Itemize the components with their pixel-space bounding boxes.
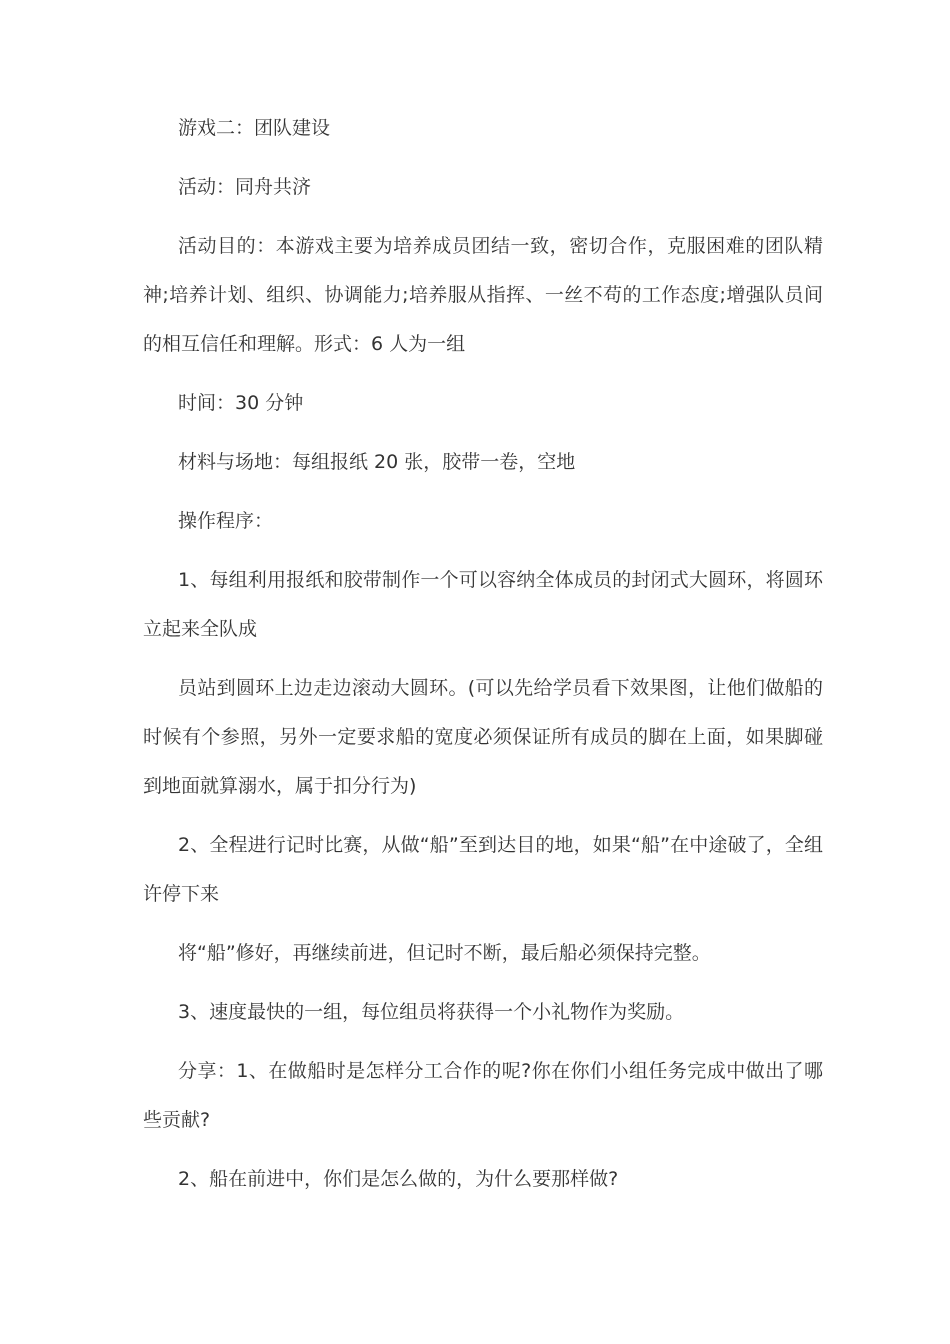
procedure-step-1: 1、每组利用报纸和胶带制作一个可以容纳全体成员的封闭式大圆环，将圆环立起来全队成: [143, 569, 823, 640]
activity-name: 活动：同舟共济: [178, 176, 312, 198]
activity-purpose: 活动目的：本游戏主要为培养成员团结一致，密切合作，克服困难的团队精神;培养计划、组织、协调能力;培养服从指挥、一丝不苟的工作态度;增强队员间的相互信任和理解。形式：6 人为一组: [143, 235, 823, 355]
activity-time: 时间：30 分钟: [178, 392, 304, 414]
share-question-2: 2、船在前进中，你们是怎么做的，为什么要那样做?: [178, 1168, 619, 1190]
procedure-step-1-continued: 员站到圆环上边走边滚动大圆环。(可以先给学员看下效果图，让他们做船的时候有个参照，另外一定要求船的宽度必须保证所有成员的脚在上面，如果脚碰到地面就算溺水，属于扣分行为): [143, 677, 823, 797]
share-question-1: 分享：1、在做船时是怎样分工合作的呢?你在你们小组任务完成中做出了哪些贡献?: [143, 1060, 823, 1131]
procedure-step-2-continued: 将“船”修好，再继续前进，但记时不断，最后船必须保持完整。: [178, 942, 711, 964]
materials-and-venue: 材料与场地：每组报纸 20 张，胶带一卷，空地: [178, 451, 576, 473]
game-title: 游戏二：团队建设: [178, 117, 331, 139]
procedure-heading: 操作程序：: [178, 510, 274, 532]
document-body: [143, 104, 823, 1214]
procedure-step-2: 2、全程进行记时比赛，从做“船”至到达目的地，如果“船”在中途破了，全组许停下来: [143, 834, 823, 905]
procedure-step-3: 3、速度最快的一组，每位组员将获得一个小礼物作为奖励。: [178, 1001, 685, 1023]
